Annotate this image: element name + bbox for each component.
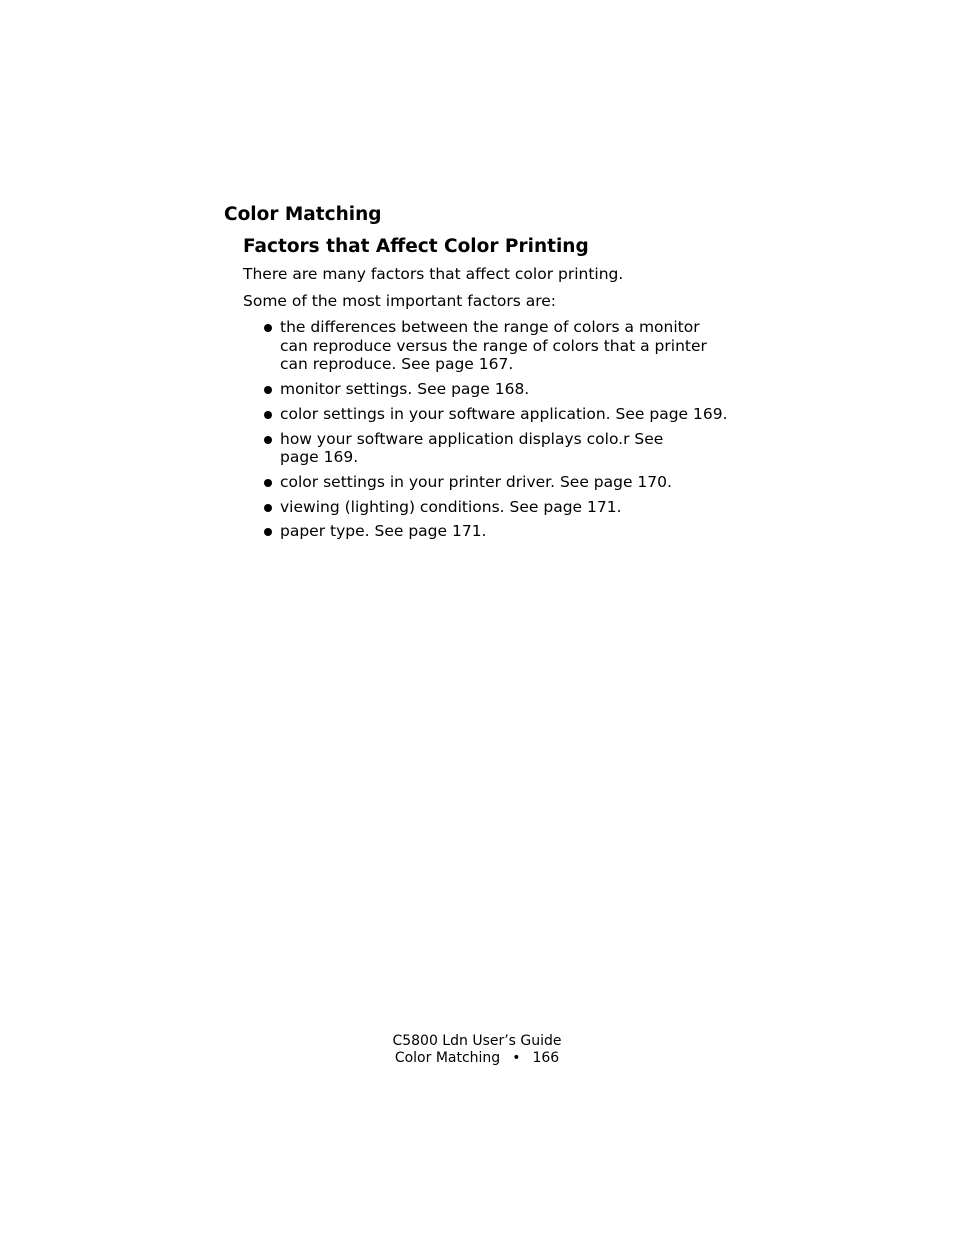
factor-item-software-display: [243, 430, 763, 467]
factor-item-color-range: [243, 318, 763, 374]
factor-text-line: color settings in your printer driver. See page 170.: [280, 472, 672, 491]
bullet-icon: [264, 504, 272, 512]
factor-list: [243, 318, 763, 547]
chapter-title: Color Matching: [224, 204, 382, 225]
factor-item-monitor-settings: [243, 380, 763, 399]
bullet-icon: [264, 479, 272, 487]
factor-text-line: the differences between the range of colors a monitor: [280, 318, 700, 336]
factors-lead-paragraph: Some of the most important factors are:: [243, 292, 556, 310]
factor-text-line: can reproduce. See page 167.: [280, 355, 514, 374]
bullet-icon: [264, 386, 272, 394]
intro-paragraph: There are many factors that affect color printing.: [243, 265, 624, 283]
factor-item-printer-driver: [243, 473, 763, 492]
section-title: Factors that Affect Color Printing: [243, 236, 589, 257]
bullet-icon: [264, 436, 272, 444]
footer-chapter-name: Color Matching: [394, 1050, 501, 1066]
bullet-icon: [264, 324, 272, 332]
factor-item-software-settings: [243, 405, 763, 424]
factor-text-line: page 169.: [280, 448, 359, 467]
factor-text-line: color settings in your software application. See page 169.: [280, 404, 728, 423]
footer-page-number: 166: [532, 1050, 560, 1066]
footer-guide-title: C5800 Ldn User’s Guide: [392, 1033, 562, 1049]
factor-text-line: paper type. See page 171.: [280, 522, 487, 541]
factor-item-viewing-conditions: [243, 498, 763, 517]
bullet-icon: [264, 528, 272, 536]
factor-text-line: viewing (lighting) conditions. See page 171.: [280, 497, 622, 516]
factor-text-line: monitor settings. See page 168.: [280, 380, 530, 399]
factor-text-line: can reproduce versus the range of colors that a printer: [280, 336, 707, 355]
factor-text-line: how your software application displays colo.r See: [280, 429, 664, 448]
footer-page-info: [0, 1050, 954, 1067]
footer-separator: •: [512, 1050, 521, 1066]
bullet-icon: [264, 411, 272, 419]
factor-item-paper-type: [243, 522, 763, 541]
